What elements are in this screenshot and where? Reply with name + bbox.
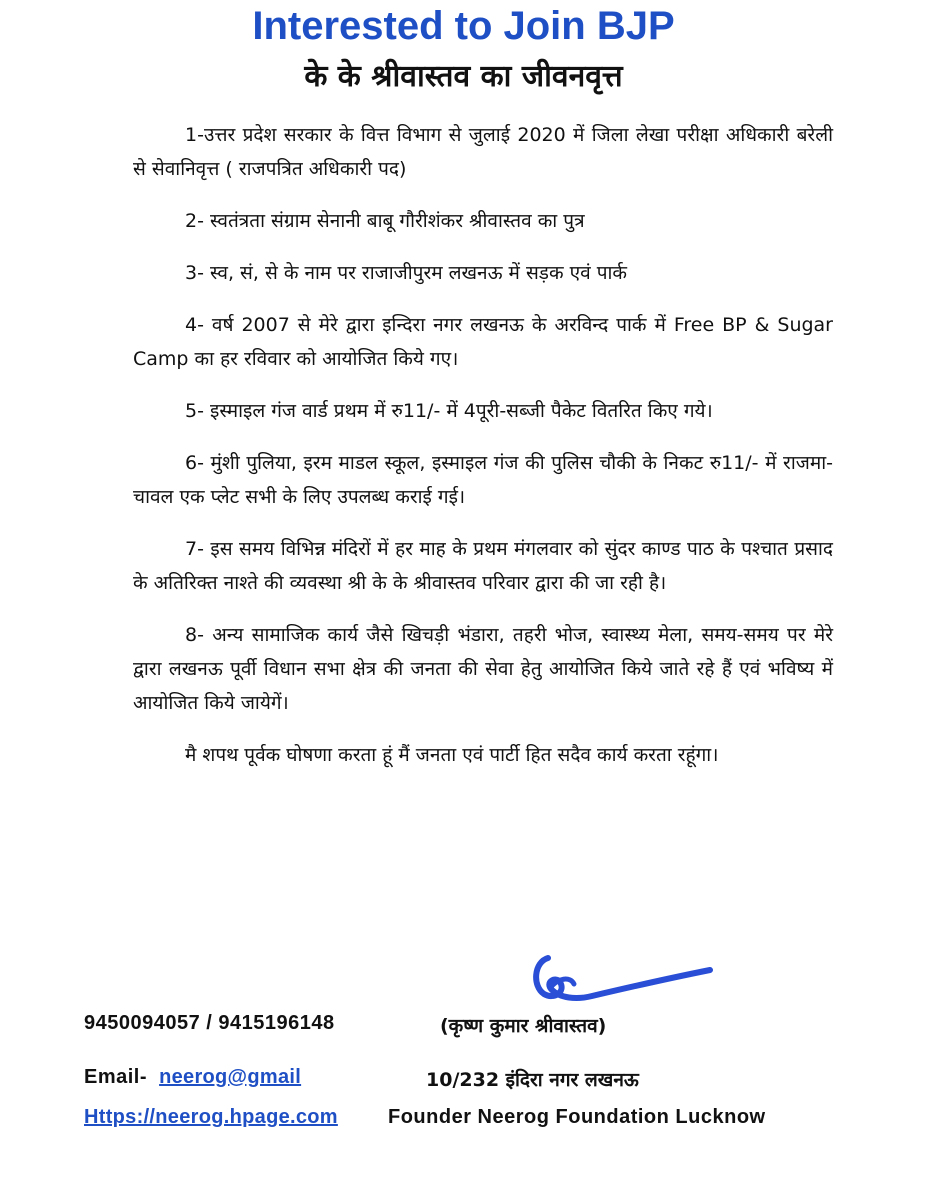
founder-line: Founder Neerog Foundation Lucknow: [388, 1106, 766, 1128]
paragraph-7: 7- इस समय विभिन्न मंदिरों में हर माह के प्रथम मंगलवार को सुंदर काण्ड पाठ के पश्चात प्रसाद के अतिरिक्त नाश्ते की व्यवस्था श्री के के श्रीवास्तव परिवार द्वारा की जा रही है।: [133, 538, 833, 594]
page-title: Interested to Join BJP: [252, 4, 675, 48]
paragraph-3: 3- स्व, सं, से के नाम पर राजाजीपुरम लखनऊ में सड़क एवं पार्क: [185, 262, 628, 284]
email-row: [84, 1066, 301, 1089]
biodata-body: [133, 118, 833, 790]
handwritten-signature: [530, 948, 720, 1010]
paragraph-1: 1-उत्तर प्रदेश सरकार के वित्त विभाग से जुलाई 2020 में जिला लेखा परीक्षा अधिकारी बरेली से सेवानिवृत्त ( राजपत्रित अधिकारी पद): [133, 124, 833, 180]
paragraph-5: 5- इस्माइल गंज वार्ड प्रथम में रु11/- में 4पूरी-सब्जी पैकेट वितरित किए गये।: [185, 400, 713, 422]
paragraph-2: 2- स्वतंत्रता संग्राम सेनानी बाबू गौरीशंकर श्रीवास्तव का पुत्र: [185, 210, 585, 232]
phone-numbers: 9450094057 / 9415196148: [84, 1012, 335, 1034]
website-row: [84, 1106, 338, 1129]
signatory-name: (कृष्ण कुमार श्रीवास्तव): [440, 1015, 607, 1037]
paragraph-4: 4- वर्ष 2007 से मेरे द्वारा इन्दिरा नगर लखनऊ के अरविन्द पार्क में Free BP & Sugar Camp का हर रविवार को आयोजित किये गए।: [133, 314, 833, 370]
paragraph-8: 8- अन्य सामाजिक कार्य जैसे खिचड़ी भंडारा, तहरी भोज, स्वास्थ्य मेला, समय-समय पर मेरे द्वारा लखनऊ पूर्वी विधान सभा क्षेत्र की जनता की सेवा हेतु आयोजित किये जाते रहे हैं एवं भविष्य में आयोजित किये जायेगें।: [133, 624, 833, 714]
website-link[interactable]: Https://neerog.hpage.com: [84, 1106, 338, 1128]
page-subtitle: के के श्रीवास्तव का जीवनवृत्त: [304, 59, 623, 94]
email-label: Email-: [84, 1066, 148, 1088]
email-link[interactable]: neerog@gmail: [159, 1066, 302, 1088]
declaration-paragraph: मै शपथ पूर्वक घोषणा करता हूं मैं जनता एवं पार्टी हित सदैव कार्य करता रहूंगा।: [185, 744, 719, 766]
address: 10/232 इंदिरा नगर लखनऊ: [426, 1069, 639, 1091]
paragraph-6: 6- मुंशी पुलिया, इरम माडल स्कूल, इस्माइल गंज की पुलिस चौकी के निकट रु11/- में राजमा-चावल एक प्लेट सभी के लिए उपलब्ध कराई गई।: [133, 452, 833, 508]
